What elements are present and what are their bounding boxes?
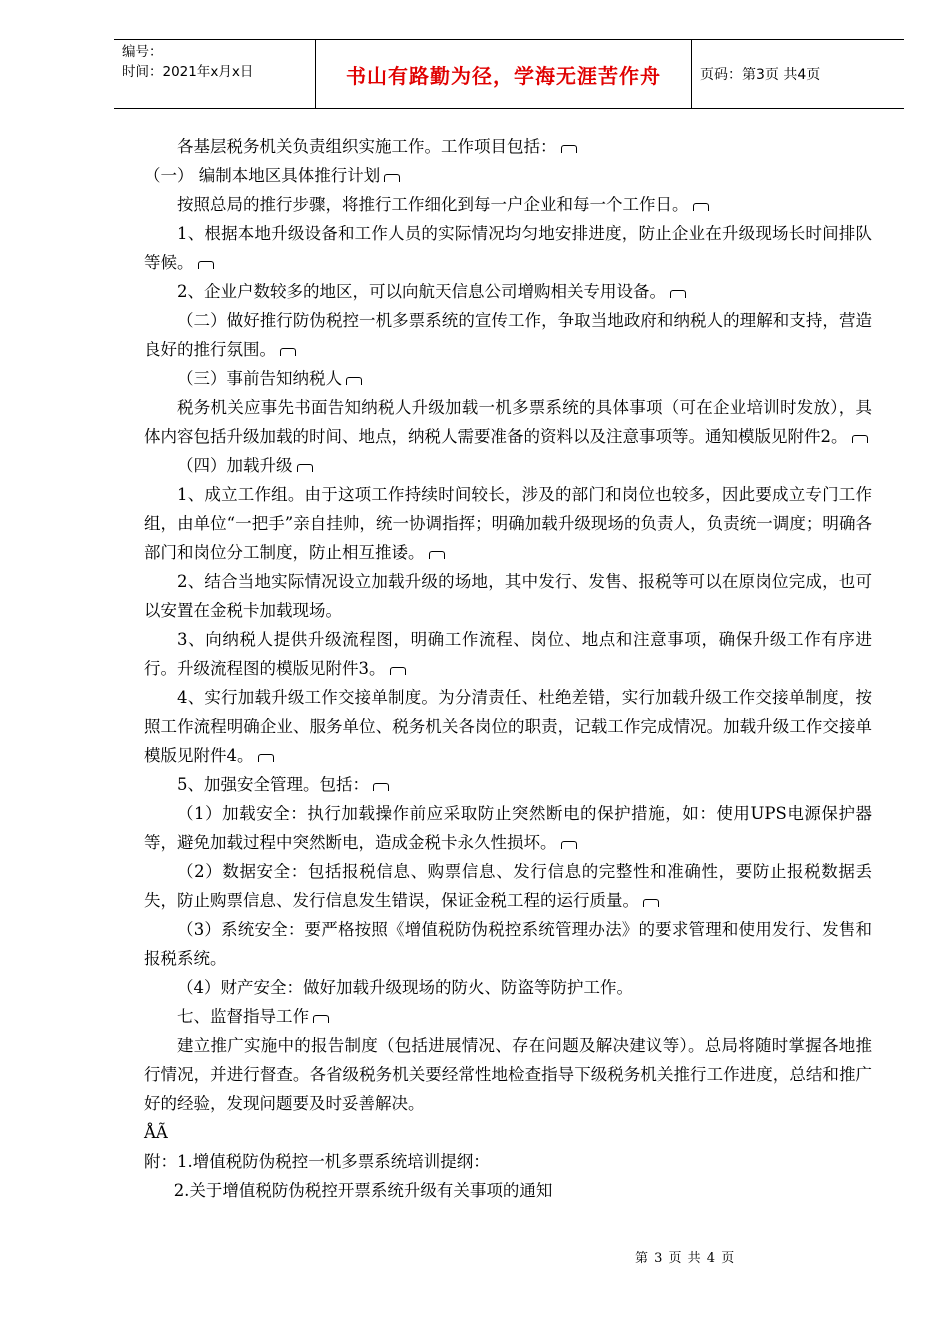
number-label: 编号： xyxy=(122,44,163,60)
paragraph: （1）加载安全：执行加载操作前应采取防止突然断电的保护措施，如：使用UPS电源保护器等，避免加载过程中突然断电，造成金税卡永久性损坏。 xyxy=(144,804,872,852)
paragraph: （3）系统安全：要严格按照《增值税防伪税控系统管理办法》的要求管理和使用发行、发售和报税系统。 xyxy=(144,920,872,968)
paragraph-mark-icon xyxy=(346,377,362,385)
paragraph-mark-icon xyxy=(280,348,296,356)
paragraph-mark-icon xyxy=(373,783,389,791)
paragraph-mark-icon xyxy=(693,203,709,211)
paragraph-mark-icon xyxy=(198,261,214,269)
attachment-item: 附：1.增值税防伪税控一机多票系统培训提纲： xyxy=(144,1152,490,1171)
section-heading: （二）做好推行防伪税控一机多票系统的宣传工作，争取当地政府和纳税人的理解和支持，营造良好的推行氛围。 xyxy=(144,311,872,359)
paragraph-mark-icon xyxy=(852,435,868,443)
paragraph: 1、根据本地升级设备和工作人员的实际情况均匀地安排进度，防止企业在升级现场长时间排队等候。 xyxy=(144,224,872,272)
paragraph-mark-icon xyxy=(643,899,659,907)
garbled-marker: ÅÃ xyxy=(144,1123,168,1142)
document-body xyxy=(144,132,872,1205)
paragraph: 各基层税务机关负责组织实施工作。工作项目包括： xyxy=(144,132,872,161)
page-footer: 第 3 页 共 4 页 xyxy=(635,1251,736,1266)
header-motto-cell xyxy=(315,40,692,108)
paragraph: 5、加强安全管理。包括： xyxy=(144,770,872,799)
paragraph: 3、向纳税人提供升级流程图，明确工作流程、岗位、地点和注意事项，确保升级工作有序进行。升级流程图的模版见附件3。 xyxy=(144,630,872,678)
paragraph-mark-icon xyxy=(561,145,577,153)
time-label: 时间：2021年x月x日 xyxy=(122,64,254,80)
section-heading: （四）加载升级 xyxy=(144,451,872,480)
attachment-item: 2.关于增值税防伪税控开票系统升级有关事项的通知 xyxy=(173,1181,553,1200)
paragraph: （2）数据安全：包括报税信息、购票信息、发行信息的完整性和准确性，要防止报税数据丢失，防止购票信息、发行信息发生错误，保证金税工程的运行质量。 xyxy=(144,862,872,910)
paragraph: （4）财产安全：做好加载升级现场的防火、防盗等防护工作。 xyxy=(177,978,633,997)
paragraph: 4、实行加载升级工作交接单制度。为分清责任、杜绝差错，实行加载升级工作交接单制度，按照工作流程明确企业、服务单位、税务机关各岗位的职责，记载工作完成情况。加载升级工作交接单模版见附件4。 xyxy=(144,688,872,765)
paragraph-mark-icon xyxy=(297,464,313,472)
paragraph-mark-icon xyxy=(258,754,274,762)
paragraph: 2、企业户数较多的地区，可以向航天信息公司增购相关专用设备。 xyxy=(144,277,872,306)
paragraph-mark-icon xyxy=(390,667,406,675)
paragraph-mark-icon xyxy=(429,551,445,559)
header-meta xyxy=(114,40,315,108)
paragraph: 按照总局的推行步骤，将推行工作细化到每一户企业和每一个工作日。 xyxy=(144,190,872,219)
paragraph: 建立推广实施中的报告制度（包括进展情况、存在问题及解决建议等）。总局将随时掌握各地推行情况，并进行督查。各省级税务机关要经常性地检查指导下级税务机关推行工作进度，总结和推广好的经验，发现问题要及时妥善解决。 xyxy=(144,1036,872,1113)
section-heading: （三）事前告知纳税人 xyxy=(144,364,872,393)
section-heading: （一） 编制本地区具体推行计划 xyxy=(144,161,872,190)
paragraph-mark-icon xyxy=(561,841,577,849)
paragraph-mark-icon xyxy=(313,1015,329,1023)
paragraph-mark-icon xyxy=(670,290,686,298)
page-header xyxy=(114,39,904,109)
paragraph: 2、结合当地实际情况设立加载升级的场地，其中发行、发售、报税等可以在原岗位完成，也可以安置在金税卡加载现场。 xyxy=(144,572,872,620)
page-info-text: 页码：第3页 共4页 xyxy=(700,67,821,83)
header-page-info xyxy=(692,40,904,108)
paragraph: 税务机关应事先书面告知纳税人升级加载一机多票系统的具体事项（可在企业培训时发放），具体内容包括升级加载的时间、地点，纳税人需要准备的资料以及注意事项等。通知模版见附件2。 xyxy=(144,398,872,446)
paragraph: 1、成立工作组。由于这项工作持续时间较长，涉及的部门和岗位也较多，因此要成立专门工作组，由单位“一把手”亲自挂帅，统一协调指挥；明确加载升级现场的负责人，负责统一调度；明确各部门和岗位分工制度，防止相互推诿。 xyxy=(144,485,872,562)
section-heading: 七、监督指导工作 xyxy=(144,1002,872,1031)
motto-text: 书山有路勤为径，学海无涯苦作舟 xyxy=(346,63,661,88)
paragraph-mark-icon xyxy=(384,174,400,182)
